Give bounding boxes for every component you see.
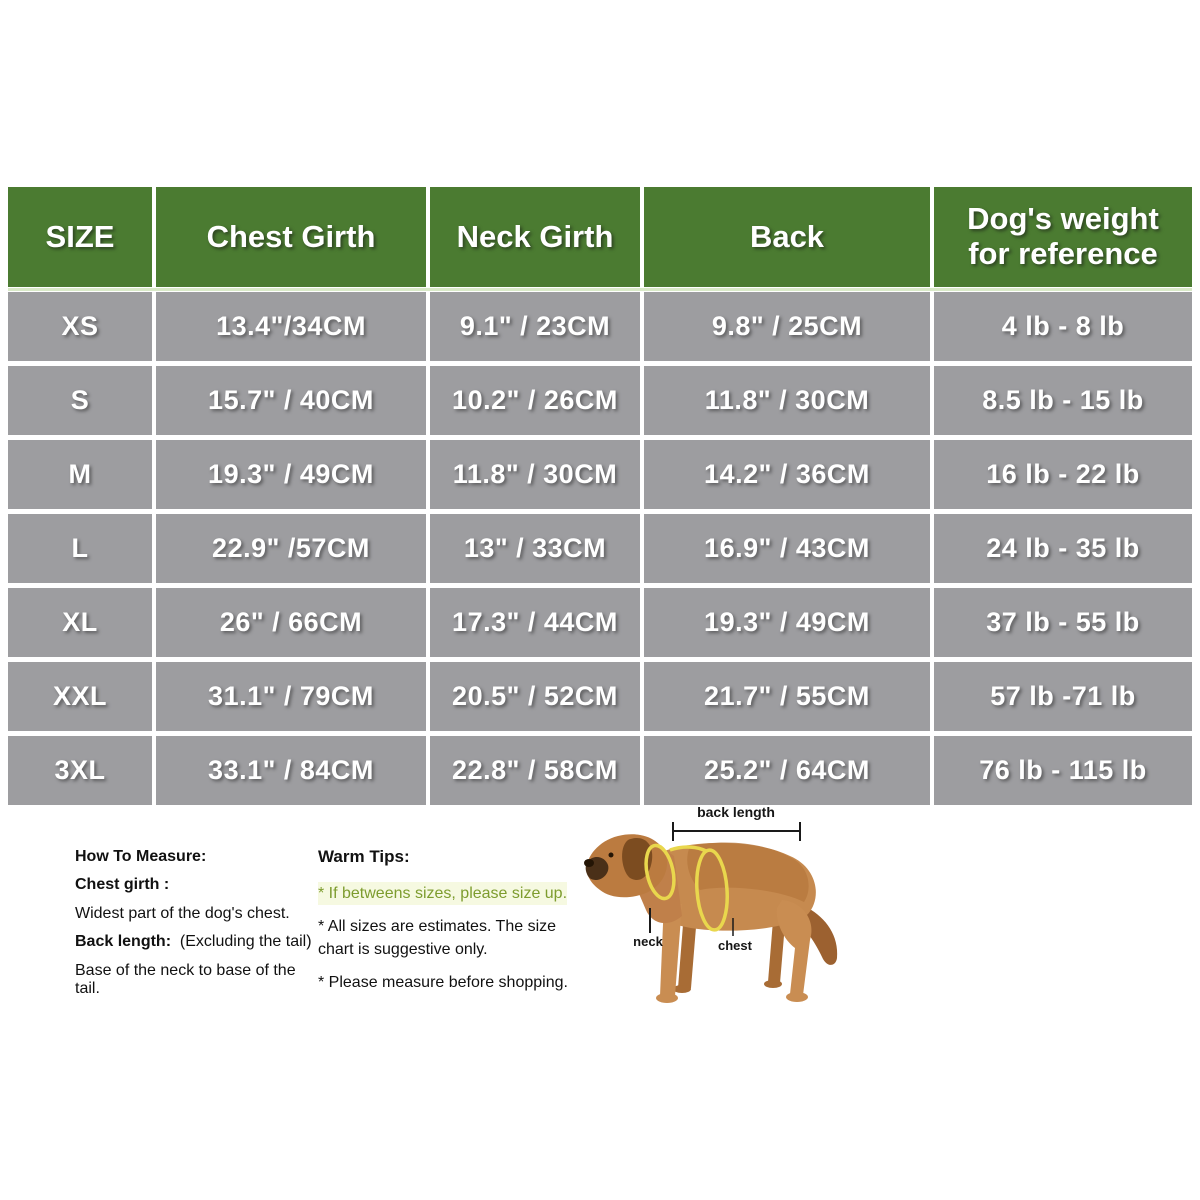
row-size-label: S bbox=[8, 366, 152, 435]
table-cell: 9.1" / 23CM bbox=[430, 292, 640, 361]
dog-diagram-illustration bbox=[570, 798, 870, 1010]
table-cell: 16.9" / 43CM bbox=[644, 514, 930, 583]
back-length-note: (Excluding the tail) bbox=[179, 933, 312, 951]
warm-tip-1-text: * If betweens sizes, please size up. bbox=[318, 882, 567, 905]
warm-tips-title: Warm Tips: bbox=[318, 847, 410, 866]
table-cell: 57 lb -71 lb bbox=[934, 662, 1192, 731]
table-cell: 11.8" / 30CM bbox=[430, 440, 640, 509]
table-cell: 19.3" / 49CM bbox=[644, 588, 930, 657]
table-cell: 15.7" / 40CM bbox=[156, 366, 426, 435]
table-cell: 14.2" / 36CM bbox=[644, 440, 930, 509]
chest-girth-description: Widest part of the dog's chest. bbox=[75, 904, 290, 922]
table-cell: 31.1" / 79CM bbox=[156, 662, 426, 731]
table-cell: 9.8" / 25CM bbox=[644, 292, 930, 361]
table-cell: 37 lb - 55 lb bbox=[934, 588, 1192, 657]
table-cell: 20.5" / 52CM bbox=[430, 662, 640, 731]
back-length-diagram-label: back length bbox=[697, 804, 775, 820]
back-length-description: Base of the neck to base of the tail. bbox=[75, 961, 296, 997]
table-cell: 11.8" / 30CM bbox=[644, 366, 930, 435]
table-cell: 21.7" / 55CM bbox=[644, 662, 930, 731]
table-cell: 76 lb - 115 lb bbox=[934, 736, 1192, 805]
table-cell: 26" / 66CM bbox=[156, 588, 426, 657]
row-size-label: XL bbox=[8, 588, 152, 657]
warm-tip-3: * Please measure before shopping. bbox=[318, 974, 568, 992]
row-size-label: 3XL bbox=[8, 736, 152, 805]
table-cell: 4 lb - 8 lb bbox=[934, 292, 1192, 361]
header-cell-chest: Chest Girth bbox=[156, 187, 426, 287]
row-size-label: XXL bbox=[8, 662, 152, 731]
neck-diagram-label: neck bbox=[633, 934, 663, 949]
header-cell-neck: Neck Girth bbox=[430, 187, 640, 287]
header-cell-weight: Dog's weight for reference bbox=[934, 187, 1192, 287]
header-underline bbox=[8, 288, 1192, 291]
header-cell-size: SIZE bbox=[8, 187, 152, 287]
warm-tips-section bbox=[318, 845, 570, 1004]
table-cell: 13.4"/34CM bbox=[156, 292, 426, 361]
table-cell: 22.8" / 58CM bbox=[430, 736, 640, 805]
back-length-line bbox=[75, 933, 313, 951]
row-size-label: M bbox=[8, 440, 152, 509]
table-cell: 17.3" / 44CM bbox=[430, 588, 640, 657]
table-cell: 16 lb - 22 lb bbox=[934, 440, 1192, 509]
warm-tip-2: * All sizes are estimates. The size chart is suggestive only. bbox=[318, 917, 557, 959]
dog-measurement-diagram bbox=[570, 798, 870, 1010]
how-to-measure-section bbox=[75, 848, 313, 1008]
row-size-label: L bbox=[8, 514, 152, 583]
chest-girth-label: Chest girth : bbox=[75, 876, 170, 894]
table-cell: 13" / 33CM bbox=[430, 514, 640, 583]
table-cell: 8.5 lb - 15 lb bbox=[934, 366, 1192, 435]
table-cell: 22.9" /57CM bbox=[156, 514, 426, 583]
table-cell: 10.2" / 26CM bbox=[430, 366, 640, 435]
warm-tip-1 bbox=[318, 882, 570, 905]
back-length-label: Back length: bbox=[75, 933, 172, 951]
header-cell-back: Back bbox=[644, 187, 930, 287]
row-size-label: XS bbox=[8, 292, 152, 361]
table-cell: 33.1" / 84CM bbox=[156, 736, 426, 805]
table-cell: 25.2" / 64CM bbox=[644, 736, 930, 805]
size-table bbox=[8, 187, 1192, 805]
table-cell: 24 lb - 35 lb bbox=[934, 514, 1192, 583]
table-cell: 19.3" / 49CM bbox=[156, 440, 426, 509]
chest-diagram-label: chest bbox=[718, 938, 752, 953]
how-to-measure-title: How To Measure: bbox=[75, 848, 207, 865]
